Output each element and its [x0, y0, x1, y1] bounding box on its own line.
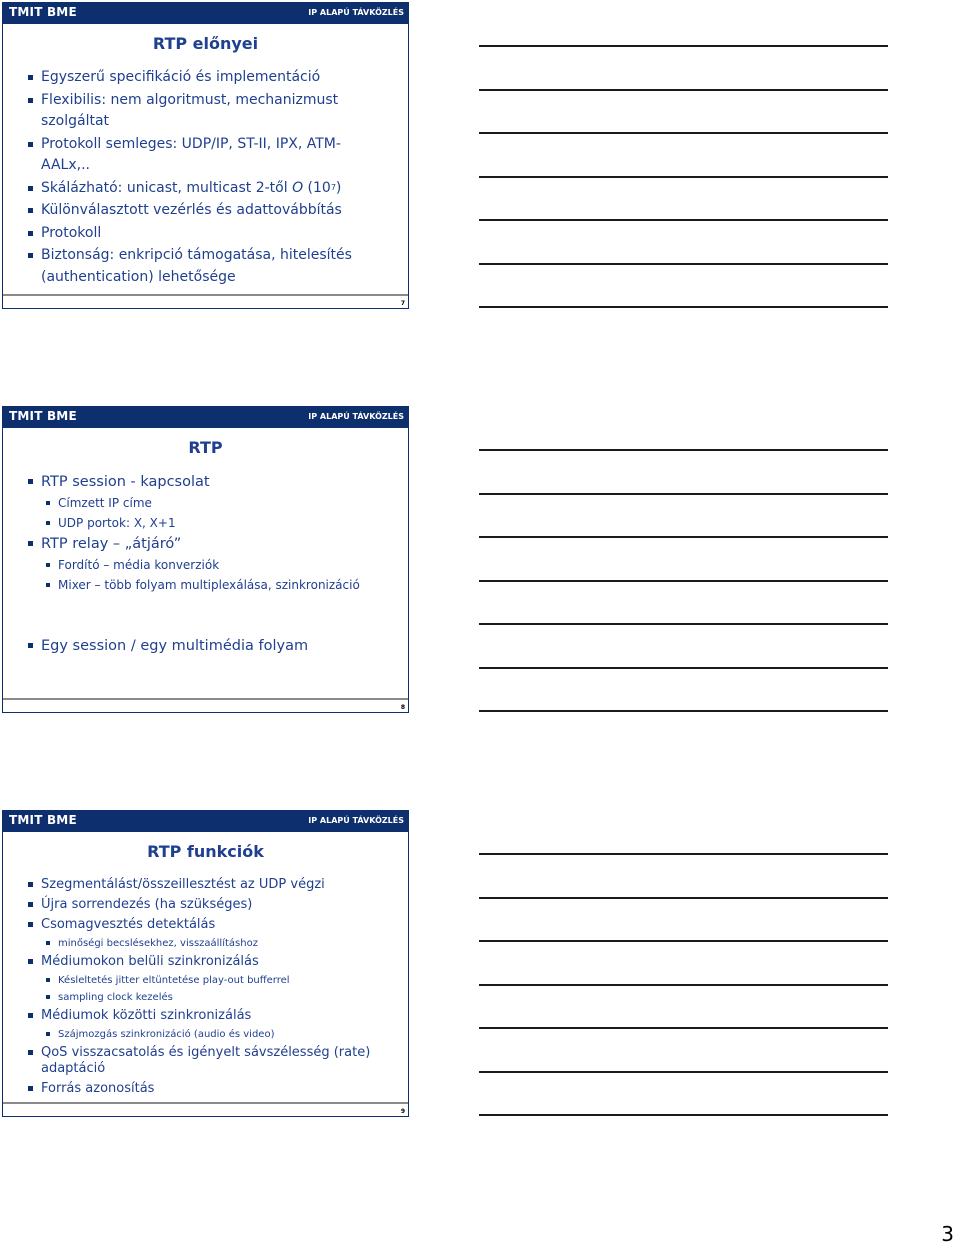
slide-page-number: 7 — [400, 300, 405, 307]
bullet-text: Egy session / egy multimédia folyam — [41, 638, 309, 654]
note-line — [479, 580, 888, 582]
note-line — [479, 45, 888, 47]
header-course: IP ALAPÚ TÁVKÖZLÉS — [308, 8, 404, 17]
bullet-text: RTP session - kapcsolat — [41, 474, 210, 490]
notes-lines — [479, 449, 888, 754]
big-o-symbol: O — [292, 179, 304, 196]
note-line — [479, 667, 888, 669]
note-line — [479, 1071, 888, 1073]
note-line — [479, 176, 888, 178]
note-line — [479, 853, 888, 855]
document-page-number: 3 — [941, 1222, 954, 1246]
notes-lines — [479, 45, 888, 350]
bullet-item — [27, 178, 378, 200]
sub-bullet-item: minőségi becslésekhez, visszaállításhoz — [45, 935, 378, 952]
bullet-item — [27, 1006, 378, 1043]
bullet-item: Flexibilis: nem algoritmust, mechanizmust szolgáltat — [27, 90, 378, 133]
slide-header — [3, 3, 408, 24]
sub-bullet-list — [41, 1026, 378, 1043]
bullet-text: Médiumokon belüli szinkronizálás — [41, 954, 259, 969]
superscript: 7 — [330, 182, 336, 192]
sub-bullet-item: Késleltetés jitter eltüntetése play-out bufferrel — [45, 972, 378, 989]
bullet-item — [27, 533, 378, 595]
slide-header — [3, 811, 408, 832]
bullet-text: (10 — [303, 179, 331, 196]
bullet-text: Médiumok közötti szinkronizálás — [41, 1008, 252, 1023]
sub-bullet-list — [41, 555, 378, 595]
note-line — [479, 940, 888, 942]
bullet-list — [27, 67, 378, 289]
bullet-item: Protokoll semleges: UDP/IP, ST-II, IPX, ATM-AALx,.. — [27, 134, 378, 177]
sub-bullet-item: Mixer – több folyam multiplexálása, szinkronizáció — [45, 575, 378, 595]
note-line — [479, 449, 888, 451]
note-line — [479, 710, 888, 712]
bullet-item — [27, 952, 378, 1006]
slide-9 — [2, 810, 409, 1117]
note-line — [479, 1027, 888, 1029]
bullet-list — [27, 875, 378, 1099]
bullet-text: RTP relay – „átjáró” — [41, 536, 182, 552]
slide-7 — [2, 2, 409, 309]
slide-title: RTP — [188, 438, 223, 457]
sub-bullet-item: Szájmozgás szinkronizáció (audio és video) — [45, 1026, 378, 1043]
bullet-text: ) — [335, 179, 342, 196]
bullet-item — [27, 915, 378, 952]
bullet-item: Biztonság: enkripció támogatása, hitelesítés (authentication) lehetősége — [27, 245, 378, 288]
note-line — [479, 984, 888, 986]
slide-page-number: 9 — [400, 1108, 405, 1115]
sub-bullet-item: UDP portok: X, X+1 — [45, 513, 378, 533]
bullet-item: Különválasztott vezérlés és adattovábbítás — [27, 200, 378, 222]
note-line — [479, 132, 888, 134]
slide-footer — [3, 698, 408, 712]
bullet-item: Egyszerű specifikáció és implementáció — [27, 67, 378, 89]
sub-bullet-list — [41, 972, 378, 1006]
sub-bullet-item: Címzett IP címe — [45, 493, 378, 513]
slide-footer — [3, 294, 408, 308]
note-line — [479, 1114, 888, 1116]
note-line — [479, 536, 888, 538]
header-org: TMIT BME — [9, 409, 77, 423]
bullet-text: QoS visszacsatolás és igényelt sávszélesség (rate) adaptáció — [41, 1045, 371, 1076]
note-line — [479, 219, 888, 221]
bullet-item — [27, 635, 378, 657]
bullet-list — [27, 471, 378, 657]
note-line — [479, 897, 888, 899]
note-line — [479, 89, 888, 91]
bullet-text: Szegmentálást/összeillesztést az UDP végzi — [41, 877, 325, 892]
slide-page-number: 8 — [400, 704, 405, 711]
slide-title: RTP előnyei — [152, 34, 259, 53]
slide-8 — [2, 406, 409, 713]
header-course: IP ALAPÚ TÁVKÖZLÉS — [308, 816, 404, 825]
sub-bullet-item: Fordító – média konverziók — [45, 555, 378, 575]
sub-bullet-list — [41, 935, 378, 952]
header-course: IP ALAPÚ TÁVKÖZLÉS — [308, 412, 404, 421]
bullet-text: Újra sorrendezés (ha szükséges) — [41, 897, 253, 912]
sub-bullet-list — [41, 493, 378, 533]
bullet-text: Forrás azonosítás — [41, 1081, 155, 1096]
header-org: TMIT BME — [9, 5, 77, 19]
bullet-item — [27, 895, 378, 915]
header-org: TMIT BME — [9, 813, 77, 827]
bullet-item: Protokoll — [27, 223, 378, 245]
bullet-text: Skálázható: unicast, multicast 2-től — [41, 179, 293, 196]
bullet-text: Csomagvesztés detektálás — [41, 917, 216, 932]
bullet-item — [27, 1079, 378, 1099]
bullet-item — [27, 875, 378, 895]
slide-header — [3, 407, 408, 428]
note-line — [479, 306, 888, 308]
notes-lines — [479, 853, 888, 1158]
note-line — [479, 263, 888, 265]
note-line — [479, 623, 888, 625]
sub-bullet-item: sampling clock kezelés — [45, 989, 378, 1006]
bullet-item — [27, 1043, 378, 1079]
slide-title: RTP funkciók — [147, 842, 264, 861]
bullet-item — [27, 471, 378, 533]
slide-footer — [3, 1102, 408, 1116]
note-line — [479, 493, 888, 495]
